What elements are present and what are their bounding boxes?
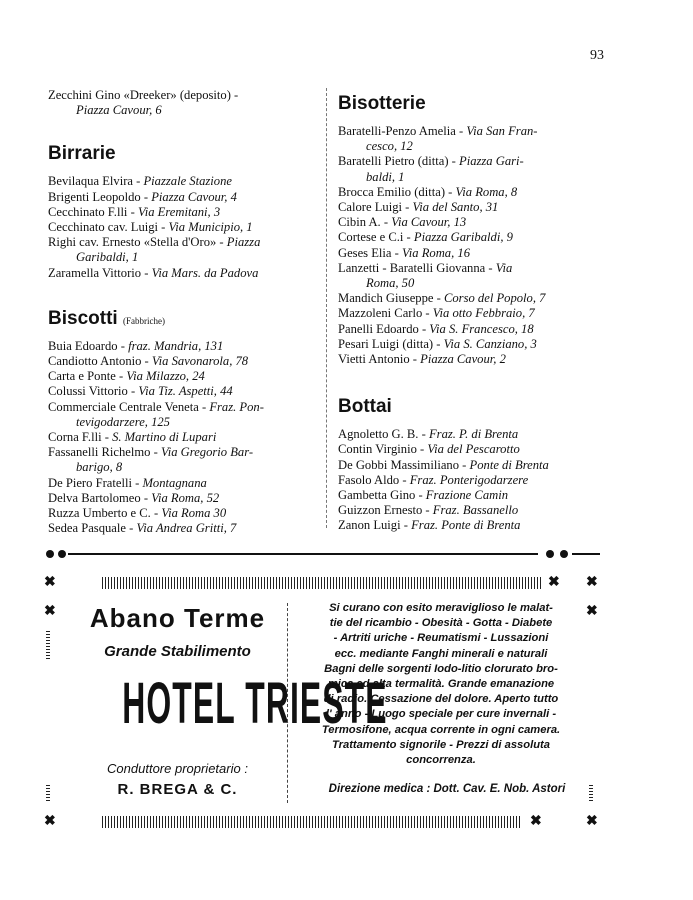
list-item	[338, 352, 608, 367]
list-item	[338, 337, 608, 352]
ad-description	[305, 601, 577, 768]
list-item	[48, 506, 326, 521]
entry-name: Agnoletto G. B. -	[338, 427, 426, 442]
entry-address-continued: tevigodarzere, 125	[76, 414, 170, 429]
ad-description-line: Si curano con esito meraviglioso le malat-	[329, 602, 553, 614]
ornament-icon: ✖	[586, 575, 598, 590]
list-item	[338, 215, 608, 230]
entry-name: Ruzza Umberto e C. -	[48, 506, 159, 521]
ad-description-line: tie del ricambio - Obesità - Gotta - Diabete	[329, 617, 553, 630]
entry-address-continued: Roma, 50	[366, 276, 415, 291]
entry-address: fraz. Mandria, 131	[128, 338, 224, 353]
biscotti-list	[48, 339, 326, 537]
hatched-border-left	[46, 785, 50, 801]
entry-address: Via Roma, 52	[151, 490, 220, 505]
list-item	[338, 442, 608, 457]
entry-name: Cecchinato cav. Luigi -	[48, 220, 166, 235]
entry-name: Fasolo Aldo -	[338, 472, 407, 487]
entry-address-continued: barigo, 8	[76, 460, 123, 475]
entry-address: Via S. Francesco, 18	[429, 321, 534, 336]
rule-dot	[560, 550, 568, 558]
ornament-icon: ✖	[586, 604, 598, 619]
ornament-icon: ✖	[586, 814, 598, 829]
list-item	[48, 205, 326, 220]
medical-direction: Direzione medica : Dott. Cav. E. Nob. Astori	[328, 783, 566, 795]
hatched-border-bottom	[102, 816, 522, 828]
entry-address: Via del Santo, 31	[412, 200, 499, 215]
entry-name: Bevilaqua Elvira -	[48, 174, 141, 189]
biscotti-title: Biscotti	[48, 307, 118, 329]
list-item	[48, 174, 326, 189]
entry-name: Cecchinato F.lli -	[48, 204, 135, 219]
entry-address: Piazza Garibaldi, 9	[413, 230, 513, 245]
list-item	[48, 354, 326, 369]
entry-name: Sedea Pasquale -	[48, 521, 134, 536]
list-item	[48, 476, 326, 491]
list-item	[338, 291, 608, 306]
entry-name: Commerciale Centrale Veneta -	[48, 399, 207, 414]
list-item	[338, 230, 608, 245]
entry-name: Zaramella Vittorio -	[48, 265, 149, 280]
list-item	[338, 200, 608, 215]
list-item	[338, 246, 608, 261]
conductor-label: Conduttore proprietario :	[107, 761, 248, 776]
entry-name: Geses Elia -	[338, 245, 399, 260]
list-item	[338, 458, 608, 473]
entry-address: Via Milazzo, 24	[126, 369, 205, 384]
entry-name: Contin Virginio -	[338, 442, 425, 457]
entry-address: Via del Pescarotto	[427, 442, 520, 457]
ornament-icon: ✖	[530, 814, 542, 829]
entry-name: Calore Luigi -	[338, 200, 410, 215]
ornament-icon: ✖	[548, 575, 560, 590]
entry-name: Baratelli Pietro (ditta) -	[338, 154, 456, 169]
entry-name: Zanon Luigi -	[338, 518, 408, 533]
entry-address: Via Mars. da Padova	[151, 265, 259, 280]
entry-name: Cortese e C.i -	[338, 230, 411, 245]
rule-dot	[46, 550, 54, 558]
list-item	[48, 491, 326, 506]
list-item	[48, 190, 326, 205]
entry-address: Via	[495, 260, 513, 275]
column-divider	[326, 88, 328, 528]
entry-name: De Gobbi Massimiliano -	[338, 457, 467, 472]
ad-title: Abano Terme	[89, 603, 266, 633]
ornament-icon: ✖	[44, 575, 56, 590]
entry-address: Piazza Cavour, 6	[76, 103, 162, 118]
entry-address: Via Roma 30	[161, 506, 227, 521]
ad-description-line: Bagni delle sorgenti Iodo-litio clorurato bro-	[324, 662, 558, 675]
entry-address: S. Martino di Lupari	[112, 430, 217, 445]
entry-name: Baratelli-Penzo Amelia -	[338, 124, 464, 138]
ad-description-line: Termosifone, acqua corrente in ogni camera.	[321, 723, 561, 736]
list-item	[48, 369, 326, 384]
entry-address: Montagnana	[142, 475, 207, 490]
hatched-border-top	[102, 577, 542, 589]
ornament-icon: ✖	[44, 814, 56, 829]
ornament-icon: ✖	[44, 604, 56, 619]
section-heading-biscotti	[48, 307, 326, 333]
ad-description-line: di radio. Cessazione del dolore. Aperto tutto	[323, 693, 559, 706]
entry-name: Candiotto Antonio -	[48, 354, 149, 369]
list-item	[48, 266, 326, 281]
entry-address: Fraz. Bassanello	[432, 503, 519, 518]
entry-name: Mazzoleni Carlo -	[338, 306, 430, 321]
birrarie-list	[48, 174, 326, 280]
entry-address: Via Cavour, 13	[391, 215, 467, 230]
entry-name: Guizzon Ernesto -	[338, 503, 430, 518]
entry-name: Buia Edoardo -	[48, 338, 125, 353]
entry-name: Gambetta Gino -	[338, 488, 423, 503]
section-heading-bisotterie: Bisotterie	[338, 93, 426, 114]
entry-name: De Piero Fratelli -	[48, 475, 140, 490]
biscotti-note: (Fabbriche)	[122, 315, 165, 326]
list-item	[338, 154, 608, 184]
entry-address: Via Eremitani, 3	[137, 204, 221, 219]
page-number: 93	[590, 48, 604, 63]
entry-address: Corso del Popolo, 7	[443, 291, 546, 306]
entry-address: Via Savonarola, 78	[151, 354, 249, 369]
entry-address: Frazione Camin	[425, 488, 509, 503]
entry-address: Fraz. Ponte di Brenta	[411, 518, 521, 533]
entry-name: Mandich Giuseppe -	[338, 291, 441, 306]
entry-address: Piazza Gari-	[459, 154, 524, 169]
list-item	[48, 521, 326, 536]
hotel-name: HOTEL TRIESTE	[122, 671, 388, 736]
rule-dot	[58, 550, 66, 558]
entry-address-continued: baldi, 1	[366, 169, 405, 184]
list-item	[338, 518, 608, 533]
entry-address: Via Tiz. Aspetti, 44	[138, 384, 233, 399]
left-column	[48, 88, 326, 536]
entry-address: Via Municipio, 1	[168, 220, 253, 235]
entry-name: Fassanelli Richelmo -	[48, 445, 158, 460]
entry-address-continued: Garibaldi, 1	[76, 250, 139, 265]
entry-address: Fraz. Ponterigodarzere	[409, 472, 529, 487]
list-item	[338, 473, 608, 488]
entry-name: Colussi Vittorio -	[48, 384, 136, 399]
entry-name: Corna F.lli -	[48, 430, 109, 445]
bottai-list	[338, 427, 608, 533]
list-item	[338, 124, 608, 154]
entry-address: Via Roma, 16	[402, 245, 470, 260]
list-item	[48, 430, 326, 445]
ad-description-line: - Artriti uriche - Reumatismi - Lussazioni	[333, 632, 549, 645]
entry-address: Piazzale Stazione	[143, 174, 232, 189]
entry-name: Zecchini Gino «Dreeker» (deposito) -	[48, 88, 239, 102]
hotel-advertisement	[40, 573, 600, 835]
entry-address: Ponte di Brenta	[469, 457, 549, 472]
bisotterie-list	[338, 124, 608, 367]
entry-address: Via otto Febbraio, 7	[432, 306, 535, 321]
ad-subtitle: Grande Stabilimento	[104, 643, 251, 660]
list-item	[338, 261, 608, 291]
section-heading-bottai: Bottai	[338, 396, 392, 418]
ornamental-rule	[46, 551, 600, 557]
list-item	[338, 427, 608, 442]
entry-address: Fraz. P. di Brenta	[428, 427, 519, 442]
ad-description-line: ecc. mediante Fanghi minerali e naturali	[334, 647, 548, 660]
entry-address: Via Gregorio Bar-	[160, 445, 254, 460]
right-column	[338, 92, 608, 534]
list-item	[48, 220, 326, 235]
ad-description-line: concorrenza.	[406, 754, 476, 767]
ad-divider	[287, 603, 289, 803]
ad-description-line: Trattamento signorile - Prezzi di assoluta	[332, 738, 550, 751]
list-item	[338, 503, 608, 518]
entry-address: Via S. Canziano, 3	[443, 336, 537, 351]
entry-name: Delva Bartolomeo -	[48, 490, 149, 505]
ad-description-line: mica ed alta termalità. Grande emanazione	[327, 678, 555, 691]
entry-name: Brocca Emilio (ditta) -	[338, 184, 453, 199]
entry-name: Brigenti Leopoldo -	[48, 189, 149, 204]
entry-name: Pesari Luigi (ditta) -	[338, 336, 441, 351]
rule-line	[572, 553, 600, 555]
entry-name: Carta e Ponte -	[48, 369, 124, 384]
ad-description-line: l' anno - Luogo speciale per cure invernali -	[325, 708, 557, 721]
hatched-border-left	[46, 631, 50, 659]
entry-address: Via Roma, 8	[455, 184, 518, 199]
entry-address: Piazza Cavour, 2	[420, 352, 506, 367]
owner-name: R. BREGA & C.	[117, 781, 238, 798]
entry-name: Lanzetti - Baratelli Giovanna -	[338, 260, 493, 275]
rule-line	[68, 553, 538, 555]
list-item	[338, 488, 608, 503]
list-item	[48, 445, 326, 475]
entry-name: Panelli Edoardo -	[338, 321, 427, 336]
entry-address: Via San Fran-	[466, 124, 538, 138]
entry-name: Cibin A. -	[338, 215, 389, 230]
list-item	[48, 400, 326, 430]
entry-address: Via Andrea Gritti, 7	[136, 521, 237, 536]
entry-address: Piazza	[226, 235, 261, 250]
list-item	[48, 339, 326, 354]
list-item	[48, 235, 326, 265]
rule-dot	[546, 550, 554, 558]
entry-name: Vietti Antonio -	[338, 352, 417, 367]
list-item	[338, 322, 608, 337]
entry-name: Righi cav. Ernesto «Stella d'Oro» -	[48, 235, 224, 250]
entry-address: Fraz. Pon-	[209, 399, 264, 414]
list-item	[338, 306, 608, 321]
list-item	[338, 185, 608, 200]
section-heading-birrarie: Birrarie	[48, 143, 116, 165]
list-item	[48, 384, 326, 399]
entry-address-continued: cesco, 12	[366, 139, 413, 154]
list-item	[48, 88, 326, 118]
entry-address: Piazza Cavour, 4	[151, 189, 237, 204]
